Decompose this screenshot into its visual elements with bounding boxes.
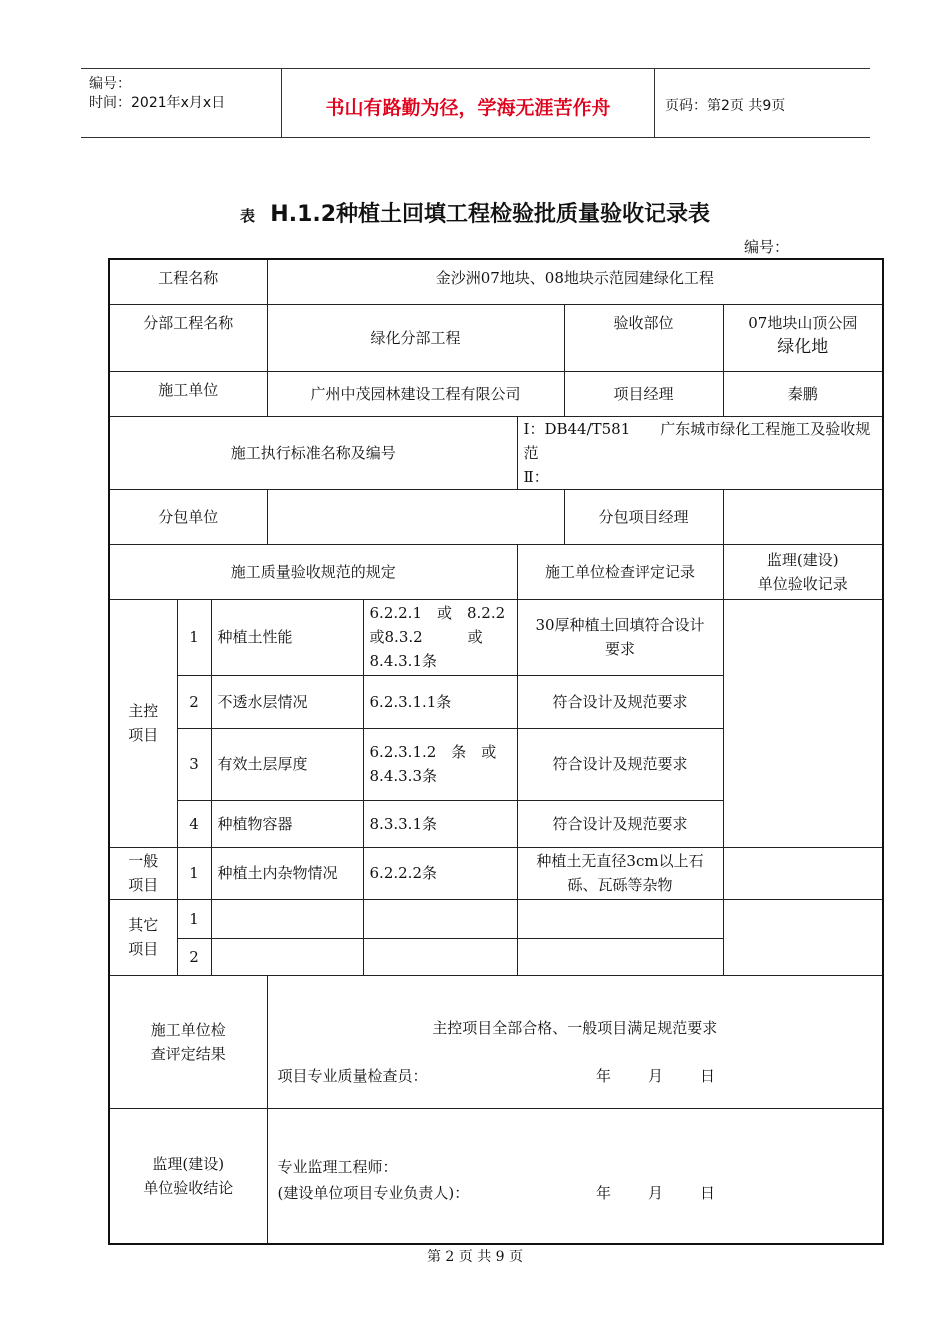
item-no: 1 bbox=[177, 599, 211, 675]
item-record[interactable]: 符合设计及规范要求 bbox=[517, 728, 723, 800]
conclusion-content[interactable] bbox=[267, 1108, 883, 1244]
supervisor-record-main[interactable] bbox=[723, 599, 883, 847]
item-no: 1 bbox=[177, 847, 211, 899]
item-record[interactable]: 符合设计及规范要求 bbox=[517, 675, 723, 728]
item-name[interactable] bbox=[211, 899, 363, 938]
pm-value[interactable]: 秦鹏 bbox=[723, 371, 883, 416]
subcontractor-label: 分包单位 bbox=[109, 489, 267, 544]
row-contractor bbox=[109, 371, 883, 416]
item-clause[interactable] bbox=[363, 899, 517, 938]
item-record[interactable] bbox=[517, 847, 723, 899]
page-footer: 第 2 页 共 9 页 bbox=[426, 1249, 524, 1265]
time-label: 时间：2021年x月x日 bbox=[89, 95, 226, 111]
qc-date[interactable] bbox=[578, 1064, 734, 1088]
result-label-line-2: 查评定结果 bbox=[150, 1044, 226, 1063]
item-clause[interactable] bbox=[363, 938, 517, 975]
item-record-line: 种植土无直径3cm以上石 bbox=[536, 852, 704, 870]
item-name[interactable] bbox=[211, 938, 363, 975]
owner-rep-label: (建设单位项目专业负责人)： bbox=[277, 1183, 470, 1202]
standard-label: 施工执行标准名称及编号 bbox=[109, 416, 517, 489]
item-no: 1 bbox=[177, 899, 211, 938]
page-title bbox=[0, 197, 950, 228]
inspection-part-line-2: 绿化地 bbox=[777, 336, 829, 357]
item-record-line: 砾、瓦砾等杂物 bbox=[567, 876, 673, 894]
result-label-line-1: 施工单位检 bbox=[150, 1020, 226, 1039]
inspection-part-label: 验收部位 bbox=[564, 304, 723, 371]
supervisor-engineer-label: 专业监理工程师： bbox=[277, 1157, 398, 1176]
item-no: 2 bbox=[177, 675, 211, 728]
result-text: 主控项目全部合格、一般项目满足规范要求 bbox=[432, 1018, 718, 1037]
contractor-label: 施工单位 bbox=[109, 371, 267, 416]
title-text: H.1.2种植土回填工程检验批质量验收记录表 bbox=[270, 202, 711, 227]
item-record-line: 30厚种植土回填符合设计 bbox=[535, 616, 705, 634]
row-subcontractor bbox=[109, 489, 883, 544]
col-supervisor-line-1: 监理(建设) bbox=[766, 550, 839, 569]
other-items-label bbox=[109, 899, 177, 975]
year-label: 年 bbox=[596, 1066, 612, 1085]
item-no: 2 bbox=[177, 938, 211, 975]
row-sub-project bbox=[109, 304, 883, 371]
month-label: 月 bbox=[648, 1183, 664, 1202]
item-name: 种植土内杂物情况 bbox=[211, 847, 363, 899]
doc-number-label: 编号： bbox=[744, 238, 790, 256]
item-clause: 6.2.2.2条 bbox=[363, 847, 517, 899]
standard-line-1: Ⅰ：DB44/T581 广东城市绿化工程施工及验收规范 bbox=[523, 419, 871, 462]
supervisor-record-general[interactable] bbox=[723, 847, 883, 899]
item-clause-line: 6.2.3.1.2 条 或 bbox=[369, 743, 497, 761]
qc-label: 项目专业质量检查员： bbox=[277, 1066, 428, 1085]
subcontractor-value[interactable] bbox=[267, 489, 564, 544]
motto-text: 书山有路勤为径，学海无涯苦作舟 bbox=[325, 97, 611, 119]
day-label: 日 bbox=[700, 1183, 716, 1202]
item-clause-line: 或8.3.2 或 bbox=[369, 628, 483, 646]
standard-line-2: Ⅱ： bbox=[523, 467, 549, 486]
pm-label: 项目经理 bbox=[564, 371, 723, 416]
conclusion-label-line-2: 单位验收结论 bbox=[143, 1178, 234, 1197]
general-label-line-1: 一般 bbox=[128, 852, 159, 870]
row-standard bbox=[109, 416, 883, 489]
row-contractor-result bbox=[109, 975, 883, 1108]
main-items-label-line-2: 项目 bbox=[128, 726, 159, 744]
header-left-cell bbox=[81, 69, 282, 137]
inspection-part-line-1: 07地块山顶公园 bbox=[748, 313, 858, 332]
main-items-label-line-1: 主控 bbox=[128, 702, 159, 720]
row-project-name bbox=[109, 259, 883, 304]
title-prefix: 表 bbox=[239, 207, 255, 225]
table-row bbox=[109, 599, 883, 675]
item-record-line: 要求 bbox=[605, 640, 636, 658]
contractor-value[interactable]: 广州中茂园林建设工程有限公司 bbox=[267, 371, 564, 416]
item-clause: 8.3.3.1条 bbox=[363, 800, 517, 847]
general-items-label bbox=[109, 847, 177, 899]
col-supervisor-line-2: 单位验收记录 bbox=[757, 574, 848, 593]
item-name: 种植物容器 bbox=[211, 800, 363, 847]
item-clause-line: 8.4.3.1条 bbox=[369, 652, 437, 670]
item-clause-line: 8.4.3.3条 bbox=[369, 767, 437, 785]
page-info: 页码：第2页 共9页 bbox=[665, 98, 786, 114]
sub-pm-label: 分包项目经理 bbox=[564, 489, 723, 544]
sub-project-label: 分部工程名称 bbox=[109, 304, 267, 371]
col-spec-header: 施工质量验收规范的规定 bbox=[109, 544, 517, 599]
item-record[interactable]: 符合设计及规范要求 bbox=[517, 800, 723, 847]
table-row bbox=[109, 899, 883, 938]
day-label: 日 bbox=[700, 1066, 716, 1085]
col-contractor-record-header: 施工单位检查评定记录 bbox=[517, 544, 723, 599]
table-row bbox=[109, 847, 883, 899]
conclusion-date[interactable] bbox=[578, 1181, 734, 1205]
item-clause bbox=[363, 599, 517, 675]
item-clause bbox=[363, 728, 517, 800]
item-name: 有效土层厚度 bbox=[211, 728, 363, 800]
other-label-line-2: 项目 bbox=[128, 940, 159, 958]
item-clause: 6.2.3.1.1条 bbox=[363, 675, 517, 728]
result-label bbox=[109, 975, 267, 1108]
item-record[interactable] bbox=[517, 899, 723, 938]
project-name-label: 工程名称 bbox=[109, 259, 267, 304]
item-clause-line: 6.2.2.1 或 8.2.2 bbox=[369, 604, 506, 622]
year-label: 年 bbox=[596, 1183, 612, 1202]
inspection-form bbox=[108, 258, 884, 1245]
project-name-value[interactable]: 金沙洲07地块、08地块示范园建绿化工程 bbox=[267, 259, 883, 304]
general-label-line-2: 项目 bbox=[128, 876, 159, 894]
main-items-label bbox=[109, 599, 177, 847]
header-motto-cell bbox=[282, 69, 655, 137]
row-supervisor-conclusion bbox=[109, 1108, 883, 1244]
page-header bbox=[81, 68, 870, 138]
item-name: 不透水层情况 bbox=[211, 675, 363, 728]
sub-project-value[interactable]: 绿化分部工程 bbox=[267, 304, 564, 371]
other-label-line-1: 其它 bbox=[128, 916, 159, 934]
result-content[interactable] bbox=[267, 975, 883, 1108]
col-supervisor-record-header bbox=[723, 544, 883, 599]
conclusion-label bbox=[109, 1108, 267, 1244]
sub-pm-value[interactable] bbox=[723, 489, 883, 544]
item-record[interactable] bbox=[517, 599, 723, 675]
month-label: 月 bbox=[648, 1066, 664, 1085]
item-no: 4 bbox=[177, 800, 211, 847]
item-name: 种植土性能 bbox=[211, 599, 363, 675]
conclusion-label-line-1: 监理(建设) bbox=[152, 1154, 225, 1173]
header-right-cell bbox=[655, 69, 870, 137]
number-label: 编号： bbox=[89, 76, 131, 92]
inspection-part-value[interactable] bbox=[723, 304, 883, 371]
row-column-headers bbox=[109, 544, 883, 599]
supervisor-record-other[interactable] bbox=[723, 899, 883, 975]
item-no: 3 bbox=[177, 728, 211, 800]
item-record[interactable] bbox=[517, 938, 723, 975]
standard-value[interactable] bbox=[517, 416, 883, 489]
